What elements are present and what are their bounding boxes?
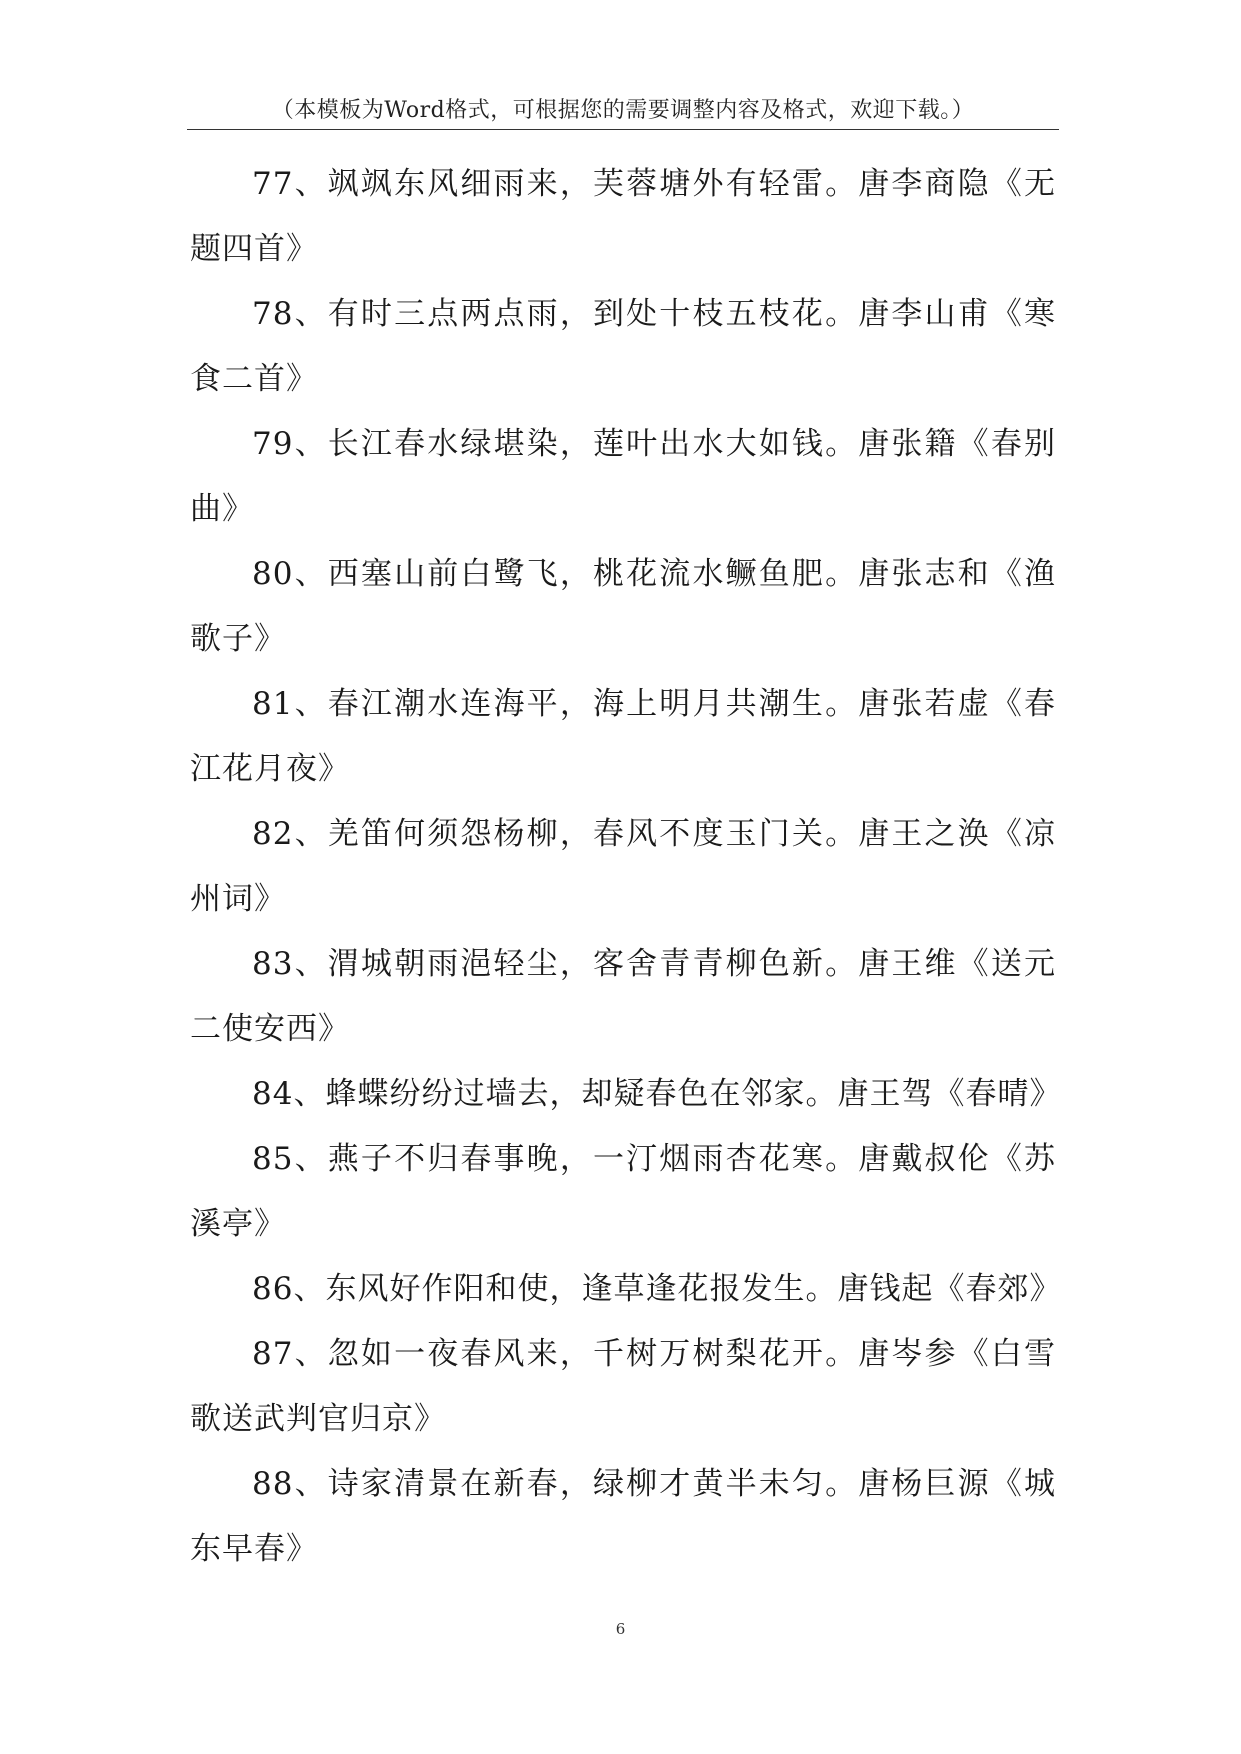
poem-line-77: 77、飒飒东风细雨来，芙蓉塘外有轻雷。唐李商隐《无题四首》 [190, 166, 1056, 267]
poem-line-83: 83、渭城朝雨浥轻尘，客舍青青柳色新。唐王维《送元二使安西》 [190, 946, 1056, 1047]
poem-line-80: 80、西塞山前白鹭飞，桃花流水鳜鱼肥。唐张志和《渔歌子》 [190, 556, 1056, 657]
poem-line-88: 88、诗家清景在新春，绿柳才黄半未匀。唐杨巨源《城东早春》 [190, 1466, 1056, 1567]
poem-line-82: 82、羌笛何须怨杨柳，春风不度玉门关。唐王之涣《凉州词》 [190, 816, 1056, 917]
poem-line-84: 84、蜂蝶纷纷过墙去，却疑春色在邻家。唐王驾《春晴》 [252, 1076, 1062, 1112]
poem-line-81: 81、春江潮水连海平，海上明月共潮生。唐张若虚《春江花月夜》 [190, 686, 1056, 787]
page-number: 6 [615, 1620, 626, 1638]
poem-line-79: 79、长江春水绿堪染，莲叶出水大如钱。唐张籍《春别曲》 [190, 426, 1056, 527]
poem-line-85: 85、燕子不归春事晚，一汀烟雨杏花寒。唐戴叔伦《苏溪亭》 [190, 1141, 1056, 1242]
document-body [190, 152, 1062, 1582]
header-divider [187, 129, 1059, 130]
poem-line-87: 87、忽如一夜春风来，千树万树梨花开。唐岑参《白雪歌送武判官归京》 [190, 1336, 1056, 1437]
poem-line-78: 78、有时三点两点雨，到处十枝五枝花。唐李山甫《寒食二首》 [190, 296, 1056, 397]
poem-line-86: 86、东风好作阳和使，逢草逢花报发生。唐钱起《春郊》 [252, 1271, 1062, 1307]
page-header-note: （本模板为Word格式，可根据您的需要调整内容及格式，欢迎下载。） [271, 98, 975, 123]
